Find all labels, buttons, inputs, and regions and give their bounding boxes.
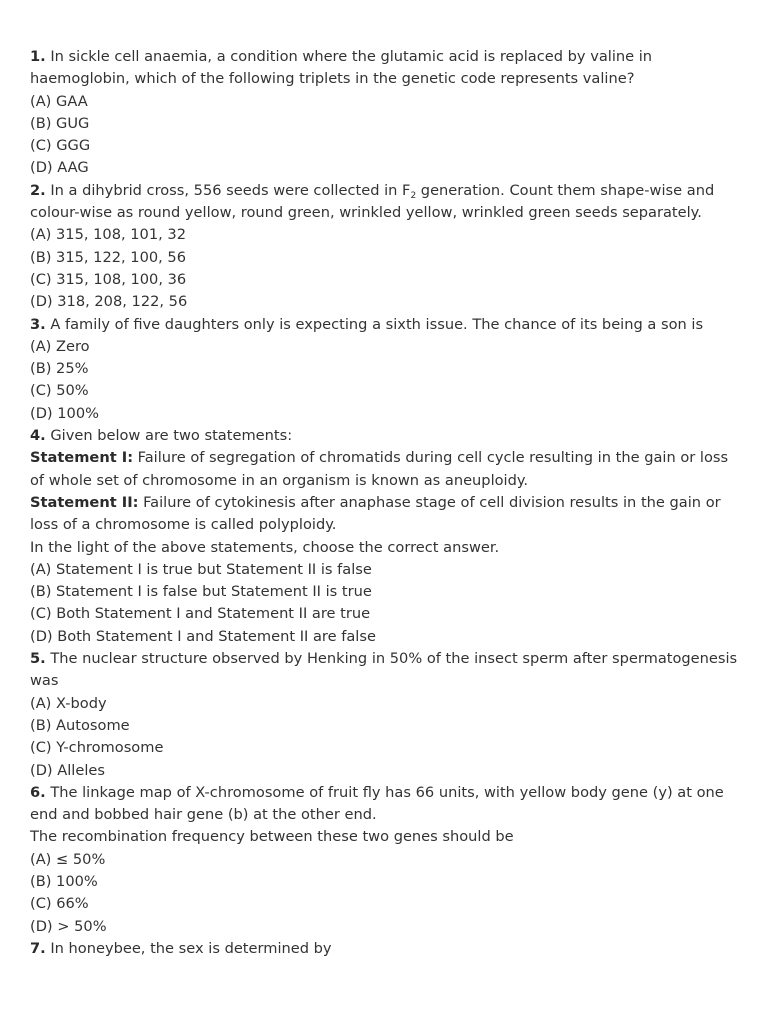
- option-a: (A) X-body: [30, 694, 107, 712]
- option-a: (A) Zero: [30, 337, 90, 355]
- question-text: [30, 782, 742, 827]
- option-c: (C) 66%: [30, 895, 89, 913]
- question-stem: In sickle cell anaemia, a condition where the glutamic acid is replaced by valine in haemoglobin, which of the following triplets in the genetic code represents valine?: [30, 48, 653, 88]
- option-b: (B) 315, 122, 100, 56: [30, 248, 187, 266]
- question-6: [30, 782, 742, 938]
- statement-2: [30, 492, 742, 537]
- option-a: (A) Statement I is true but Statement II is false: [30, 560, 372, 578]
- option-a: (A) GAA: [30, 92, 88, 110]
- question-number: 7.: [30, 939, 46, 957]
- question-number: 5.: [30, 650, 46, 668]
- question-text: [30, 938, 742, 960]
- option-d: (D) 100%: [30, 404, 99, 422]
- question-stem-part-1: In a dihybrid cross, 556 seeds were collected in F: [50, 181, 411, 199]
- option-b: (B) 100%: [30, 872, 98, 890]
- option-c: (C) GGG: [30, 137, 91, 155]
- instruction: In the light of the above statements, choose the correct answer.: [30, 538, 500, 556]
- option-a: (A) ≤ 50%: [30, 850, 106, 868]
- option-b: (B) Statement I is false but Statement II is true: [30, 583, 372, 601]
- option-d: (D) Alleles: [30, 761, 105, 779]
- option-a: (A) 315, 108, 101, 32: [30, 226, 186, 244]
- question-text: [30, 314, 742, 336]
- option-d: (D) > 50%: [30, 917, 107, 935]
- statement-2-text: Failure of cytokinesis after anaphase stage of cell division results in the gain or loss of a chromosome is called polyploidy.: [30, 493, 721, 534]
- question-stem: The linkage map of X-chromosome of fruit fly has 66 units, with yellow body gene (y) at one end and bobbed hair gene (b) at the other end.: [30, 783, 724, 824]
- question-number: 4.: [30, 427, 46, 445]
- statement-1-text: Failure of segregation of chromatids during cell cycle resulting in the gain or loss of whole set of chromosome in an organism is known as aneuploidy.: [30, 449, 729, 489]
- option-d: (D) Both Statement I and Statement II are false: [30, 627, 376, 645]
- statement-1-label: Statement I:: [30, 449, 134, 467]
- question-2: [30, 180, 742, 314]
- question-stem: A family of five daughters only is expecting a sixth issue. The chance of its being a son is: [50, 315, 704, 333]
- question-text: [30, 46, 742, 91]
- option-d: (D) 318, 208, 122, 56: [30, 293, 188, 311]
- question-stem: In honeybee, the sex is determined by: [50, 939, 332, 957]
- option-b: (B) GUG: [30, 114, 90, 132]
- option-c: (C) Both Statement I and Statement II are true: [30, 605, 371, 623]
- question-text: [30, 425, 742, 447]
- option-c: (C) Y-chromosome: [30, 739, 164, 757]
- question-7: [30, 938, 742, 960]
- question-number: 2.: [30, 181, 46, 199]
- option-c: (C) 50%: [30, 382, 89, 400]
- option-b: (B) 25%: [30, 360, 89, 378]
- question-stem-continued: The recombination frequency between these two genes should be: [30, 828, 514, 846]
- statement-1: [30, 447, 742, 492]
- option-c: (C) 315, 108, 100, 36: [30, 270, 187, 288]
- question-number: 3.: [30, 315, 46, 333]
- question-3: [30, 314, 742, 425]
- question-stem: The nuclear structure observed by Henking in 50% of the insect sperm after spermatogenesis was: [30, 650, 738, 690]
- question-5: [30, 648, 742, 782]
- question-4: [30, 425, 742, 648]
- question-text: [30, 180, 742, 225]
- subscript: 2: [410, 190, 417, 201]
- question-number: 6.: [30, 783, 46, 801]
- question-1: [30, 46, 742, 180]
- question-number: 1.: [30, 48, 46, 65]
- option-b: (B) Autosome: [30, 716, 130, 734]
- question-stem-part-2: generation. Count them shape-wise and colour-wise as round yellow, round green, wrinkled yellow, wrinkled green seeds separately.: [30, 181, 715, 222]
- question-page: [30, 46, 742, 960]
- question-text: [30, 648, 742, 693]
- option-d: (D) AAG: [30, 159, 89, 177]
- statement-2-label: Statement II:: [30, 493, 139, 511]
- question-stem: Given below are two statements:: [50, 427, 293, 445]
